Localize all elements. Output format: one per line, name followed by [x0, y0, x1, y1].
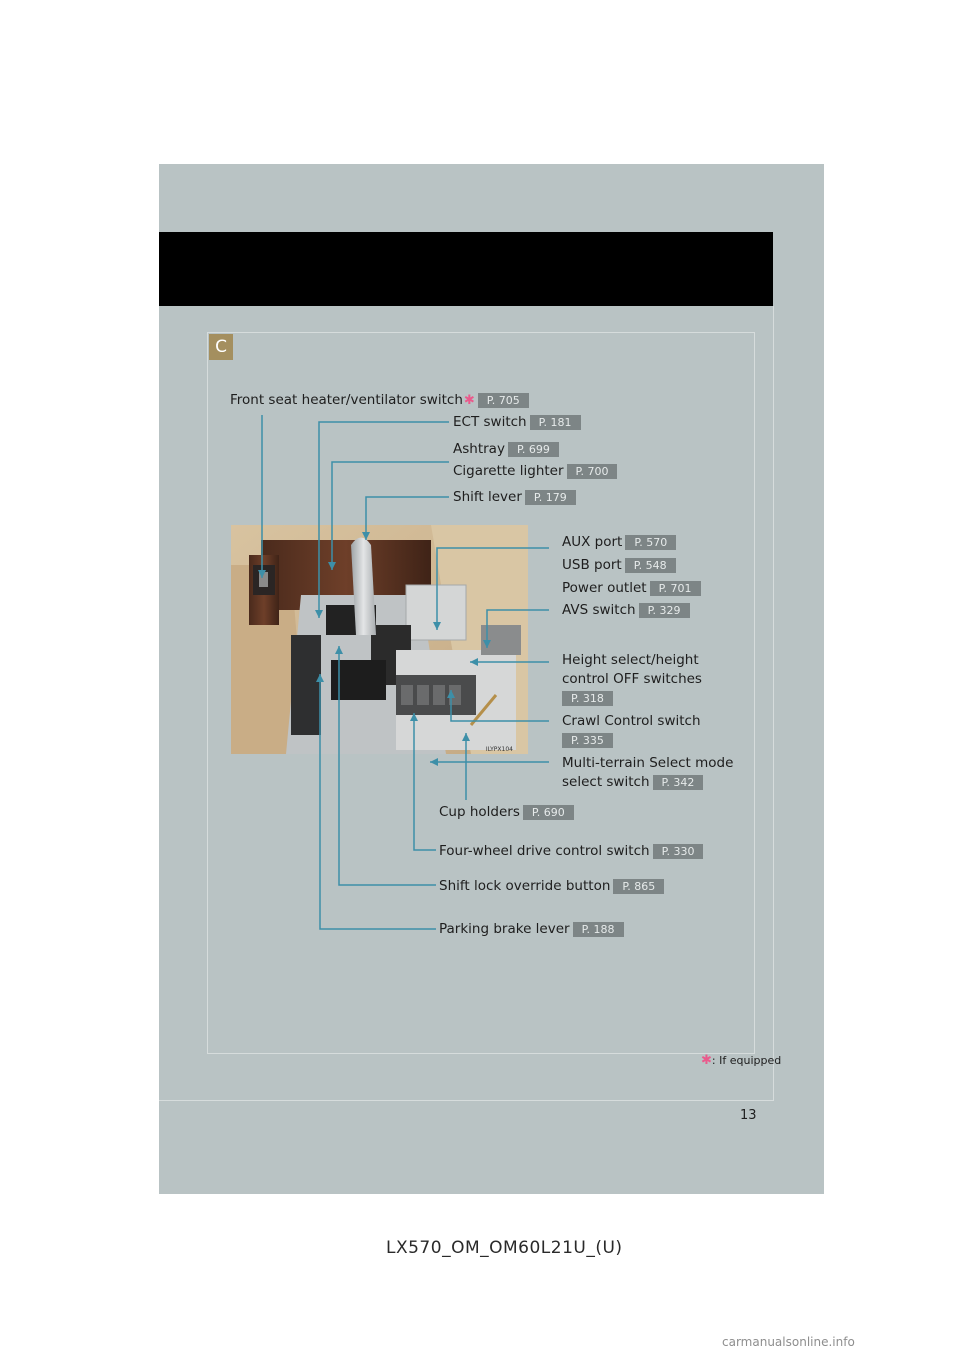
footnote: ✱: If equipped — [701, 1053, 782, 1068]
label-ashtray: Ashtray P. 699 — [453, 440, 559, 458]
page-ref-shift-lock[interactable]: P. 865 — [613, 879, 664, 894]
section-tag: C — [209, 334, 233, 360]
photo-code: ILYPX104 — [485, 746, 513, 753]
page-ref-four-wheel-drive[interactable]: P. 330 — [653, 844, 704, 859]
page-ref-avs-switch[interactable]: P. 329 — [639, 603, 690, 618]
label-four-wheel-drive: Four-wheel drive control switch P. 330 — [439, 842, 703, 860]
page-ref-aux-port[interactable]: P. 570 — [625, 535, 676, 550]
label-parking-brake: Parking brake lever P. 188 — [439, 920, 624, 938]
center-console-photo — [231, 525, 528, 754]
page-ref-height-select[interactable]: P. 318 — [562, 691, 613, 706]
page-number: 13 — [740, 1108, 757, 1123]
right-rule — [773, 306, 774, 1101]
label-cup-holders: Cup holders P. 690 — [439, 803, 574, 821]
page-ref-shift-lever[interactable]: P. 179 — [525, 490, 576, 505]
label-power-outlet: Power outlet P. 701 — [562, 579, 701, 597]
page-ref-cigarette-lighter[interactable]: P. 700 — [567, 464, 618, 479]
label-shift-lever: Shift lever P. 179 — [453, 488, 576, 506]
label-avs-switch: AVS switch P. 329 — [562, 601, 690, 619]
label-ect-switch: ECT switch P. 181 — [453, 413, 581, 431]
label-shift-lock: Shift lock override button P. 865 — [439, 877, 664, 895]
equipped-star-icon: ✱ — [463, 393, 475, 408]
label-cigarette-lighter: Cigarette lighter P. 700 — [453, 462, 617, 480]
page-ref-multi-terrain[interactable]: P. 342 — [653, 775, 704, 790]
page-ref-crawl-control[interactable]: P. 335 — [562, 733, 613, 748]
label-front-seat-heater: Front seat heater/ventilator switch✱ P. 705 — [230, 391, 529, 410]
bottom-rule — [159, 1100, 773, 1101]
page-ref-ashtray[interactable]: P. 699 — [508, 442, 559, 457]
watermark: carmanualsonline.info — [722, 1335, 855, 1349]
page-ref-power-outlet[interactable]: P. 701 — [650, 581, 701, 596]
label-usb-port: USB port P. 548 — [562, 556, 676, 574]
page-ref-parking-brake[interactable]: P. 188 — [573, 922, 624, 937]
label-crawl-control: Crawl Control switch P. 335 — [562, 713, 701, 747]
page-ref-cup-holders[interactable]: P. 690 — [523, 805, 574, 820]
page-ref-usb-port[interactable]: P. 548 — [625, 558, 676, 573]
label-multi-terrain: Multi-terrain Select mode select switch P. 342 — [562, 755, 734, 790]
page-ref-front-seat-heater[interactable]: P. 705 — [478, 393, 529, 408]
header-bar — [159, 232, 773, 306]
equipped-star-icon: ✱ — [701, 1053, 712, 1068]
document-code: LX570_OM_OM60L21U_(U) — [386, 1238, 623, 1258]
page-ref-ect-switch[interactable]: P. 181 — [530, 415, 581, 430]
label-aux-port: AUX port P. 570 — [562, 533, 676, 551]
label-height-select: Height select/height control OFF switches P. 318 — [562, 652, 702, 705]
